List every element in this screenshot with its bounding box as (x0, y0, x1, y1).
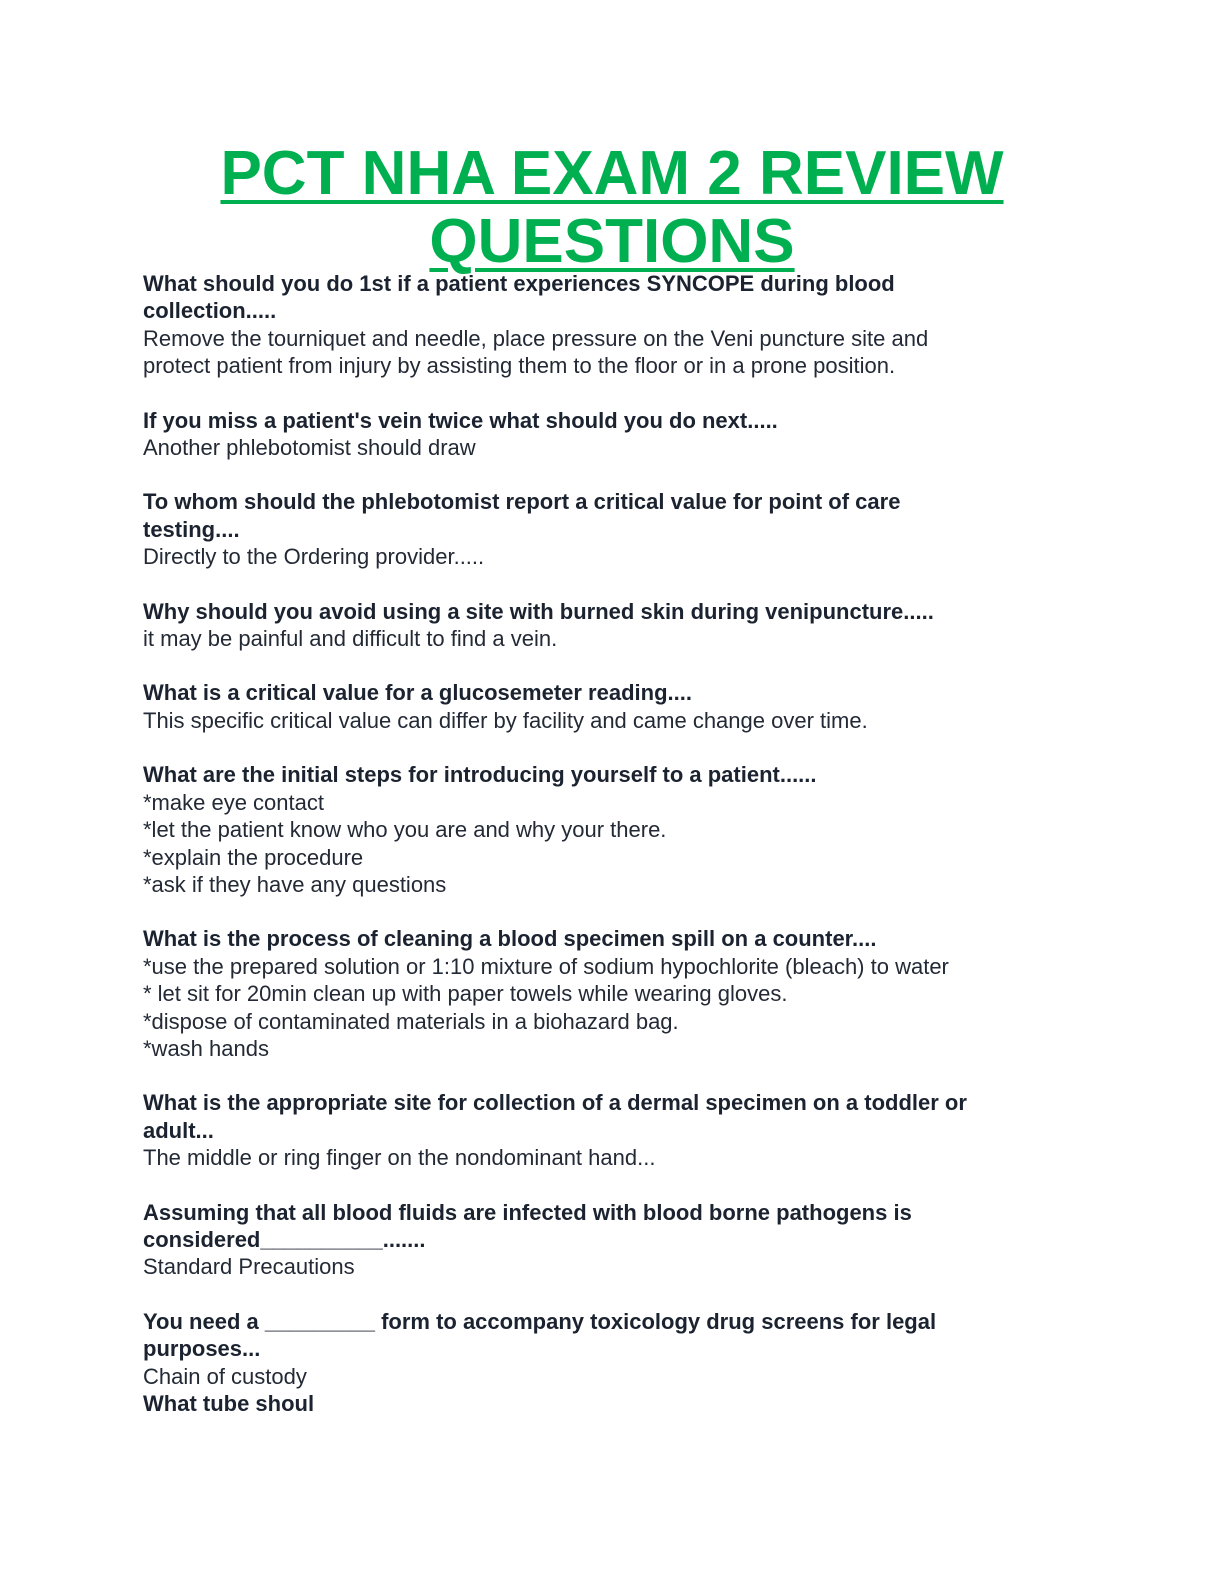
qa-item (143, 407, 1063, 462)
question-text: Assuming that all blood fluids are infected with blood borne pathogens is considered__________....... (143, 1199, 912, 1252)
qa-item (143, 679, 1063, 734)
question-text: Why should you avoid using a site with burned skin during venipuncture..... (143, 598, 934, 624)
answer-text: This specific critical value can differ by facility and came change over time. (143, 707, 868, 733)
answer-text: Directly to the Ordering provider..... (143, 544, 485, 570)
qa-item (143, 1089, 1063, 1171)
answer-text: it may be painful and difficult to find a vein. (143, 626, 558, 652)
qa-item (143, 1308, 1063, 1390)
question-text: What is the process of cleaning a blood specimen spill on a counter.... (143, 926, 877, 952)
title-line-2: QUESTIONS (429, 207, 795, 276)
answer-text: *make eye contact *let the patient know who you are and why your there. *explain the procedure *ask if they have any questions (143, 789, 667, 897)
truncated-question-text: What tube shoul (143, 1391, 315, 1416)
answer-text: The middle or ring finger on the nondominant hand... (143, 1145, 656, 1171)
qa-list (143, 270, 1063, 1417)
answer-text: Chain of custody (143, 1363, 307, 1389)
qa-item (143, 761, 1063, 898)
question-text: What is a critical value for a glucosemeter reading.... (143, 680, 692, 706)
qa-item (143, 270, 1063, 380)
page-title (0, 140, 1224, 276)
question-text: To whom should the phlebotomist report a critical value for point of care testing.... (143, 489, 901, 542)
question-text: You need a _________ form to accompany toxicology drug screens for legal purposes... (143, 1308, 937, 1362)
answer-text: Another phlebotomist should draw (143, 435, 476, 461)
question-text: What is the appropriate site for collection of a dermal specimen on a toddler or adult... (143, 1090, 967, 1143)
qa-item (143, 925, 1063, 1062)
question-text: What should you do 1st if a patient experiences SYNCOPE during blood collection..... (143, 271, 895, 324)
title-line-1: PCT NHA EXAM 2 REVIEW (220, 139, 1004, 208)
qa-item (143, 598, 1063, 653)
qa-item (143, 1199, 1063, 1281)
qa-item (143, 488, 1063, 570)
answer-text: *use the prepared solution or 1:10 mixture of sodium hypochlorite (bleach) to water * let sit for 20min clean up with paper towels while wearing gloves. *dispose of contaminated materials in a biohazard bag. *wash hands (143, 953, 949, 1061)
question-text: If you miss a patient's vein twice what should you do next..... (143, 407, 778, 433)
answer-text: Remove the tourniquet and needle, place pressure on the Veni puncture site and protect patient from injury by assisting them to the floor or in a prone position. (143, 325, 929, 379)
question-text: What are the initial steps for introducing yourself to a patient...... (143, 762, 817, 788)
answer-text: Standard Precautions (143, 1254, 355, 1280)
